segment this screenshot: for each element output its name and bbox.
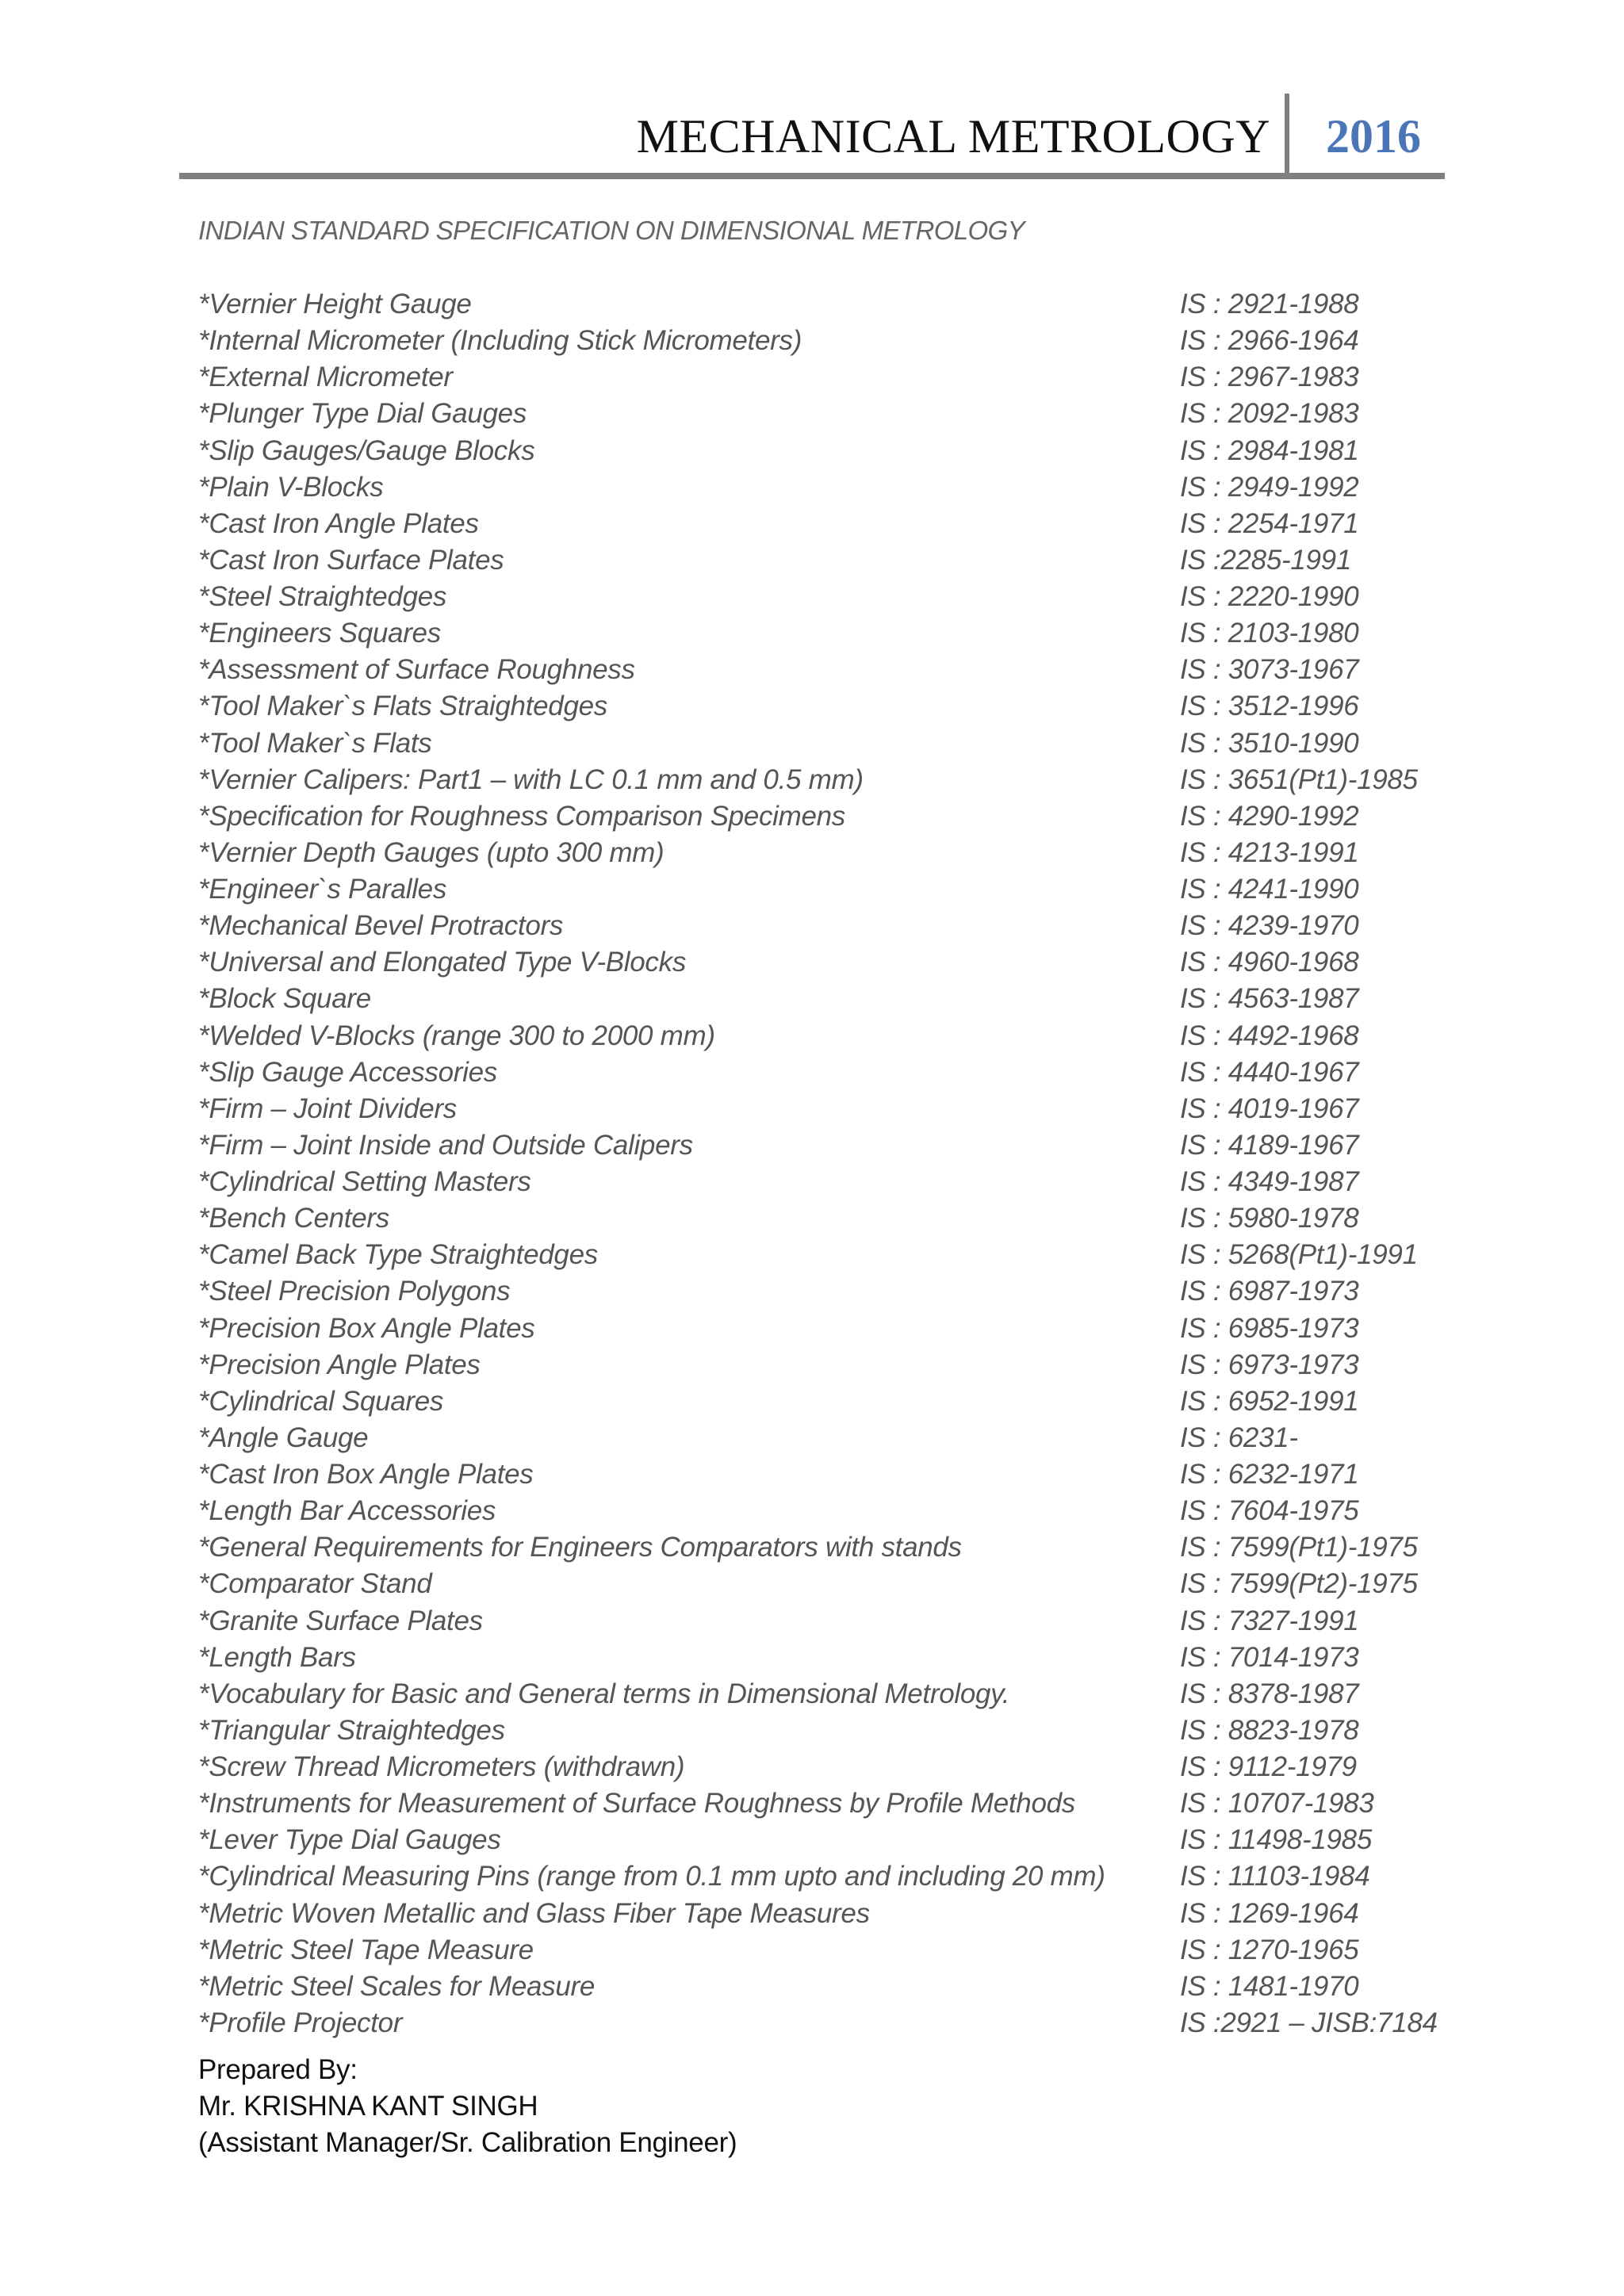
spec-name: *Steel Straightedges [198, 581, 447, 612]
spec-row [198, 910, 1435, 947]
spec-row [198, 325, 1435, 362]
spec-name: *Camel Back Type Straightedges [198, 1239, 598, 1271]
header-rule [179, 173, 1445, 179]
spec-name: *Metric Steel Scales for Measure [198, 1970, 596, 2002]
spec-code: IS : 3073-1967 [1180, 654, 1359, 686]
prepared-by-block [198, 2052, 737, 2161]
spec-name: *Cast Iron Box Angle Plates [198, 1459, 534, 1490]
spec-row [198, 435, 1435, 472]
spec-code: IS : 4492-1968 [1180, 1020, 1359, 1051]
spec-name: *Length Bars [198, 1641, 356, 1673]
spec-name: *Cylindrical Setting Masters [198, 1166, 531, 1197]
spec-row [198, 545, 1435, 581]
page-header [179, 94, 1445, 178]
specification-list [198, 289, 1438, 2044]
spec-row [198, 1057, 1435, 1093]
spec-row [198, 1642, 1435, 1678]
spec-code: IS : 2966-1964 [1180, 325, 1359, 357]
header-title: MECHANICAL METROLOGY [636, 110, 1270, 163]
spec-row [198, 1495, 1435, 1532]
preparer-name: Mr. KRISHNA KANT SINGH [198, 2091, 538, 2122]
spec-code: IS : 5268(Pt1)-1991 [1180, 1239, 1418, 1271]
spec-row [198, 1313, 1435, 1349]
spec-code: IS : 10707-1983 [1180, 1788, 1374, 1820]
spec-name: *Lever Type Dial Gauges [198, 1824, 501, 1856]
spec-row [198, 1459, 1435, 1495]
spec-code: IS : 2103-1980 [1180, 618, 1359, 649]
spec-name: *Engineer`s Paralles [198, 874, 447, 905]
spec-code: IS : 4349-1987 [1180, 1166, 1359, 1197]
spec-row [198, 1934, 1435, 1971]
spec-code: IS : 2921-1988 [1180, 289, 1359, 320]
spec-row [198, 947, 1435, 983]
spec-name: *Tool Maker`s Flats Straightedges [198, 691, 607, 722]
spec-name: *Internal Micrometer (Including Stick Micrometers) [198, 325, 802, 357]
spec-name: *Granite Surface Plates [198, 1605, 483, 1636]
spec-row [198, 1971, 1435, 2007]
spec-code: IS : 11103-1984 [1180, 1861, 1370, 1892]
spec-code: IS : 4019-1967 [1180, 1093, 1359, 1124]
spec-code: IS : 5980-1978 [1180, 1203, 1359, 1234]
spec-code: IS : 7599(Pt1)-1975 [1180, 1532, 1418, 1563]
preparer-designation: (Assistant Manager/Sr. Calibration Engineer) [198, 2127, 737, 2158]
spec-row [198, 362, 1435, 398]
spec-code: IS : 6231- [1180, 1422, 1298, 1453]
spec-row [198, 1203, 1435, 1239]
spec-name: *External Micrometer [198, 362, 453, 393]
spec-code: IS : 1269-1964 [1180, 1897, 1359, 1929]
spec-name: *Block Square [198, 983, 371, 1015]
spec-row [198, 581, 1435, 618]
spec-row [198, 508, 1435, 545]
header-divider [1285, 94, 1289, 178]
spec-name: *Tool Maker`s Flats [198, 727, 432, 759]
spec-code: IS : 8378-1987 [1180, 1678, 1359, 1709]
spec-code: IS : 3510-1990 [1180, 727, 1359, 759]
spec-row [198, 1568, 1435, 1605]
spec-name: *Slip Gauge Accessories [198, 1056, 497, 1088]
spec-name: *Plain V-Blocks [198, 471, 384, 503]
spec-code: IS : 7014-1973 [1180, 1641, 1359, 1673]
spec-code: IS : 3512-1996 [1180, 691, 1359, 722]
spec-row [198, 1020, 1435, 1057]
spec-code: IS : 6985-1973 [1180, 1312, 1359, 1344]
spec-code: IS : 4960-1968 [1180, 947, 1359, 978]
spec-name: *Triangular Straightedges [198, 1714, 505, 1746]
spec-row [198, 1898, 1435, 1934]
spec-code: IS : 4290-1992 [1180, 800, 1359, 832]
spec-name: *Universal and Elongated Type V-Blocks [198, 947, 687, 978]
spec-name: *Length Bar Accessories [198, 1495, 496, 1527]
spec-name: *Engineers Squares [198, 618, 441, 649]
spec-row [198, 654, 1435, 691]
spec-name: *Instruments for Measurement of Surface Roughness by Profile Methods [198, 1788, 1075, 1820]
spec-row [198, 1715, 1435, 1751]
spec-code: IS : 2092-1983 [1180, 398, 1359, 430]
spec-name: *Metric Steel Tape Measure [198, 1934, 534, 1965]
spec-row [198, 289, 1435, 325]
spec-code: IS : 6987-1973 [1180, 1276, 1359, 1307]
spec-code: IS :2285-1991 [1180, 544, 1351, 576]
spec-code: IS : 6232-1971 [1180, 1459, 1359, 1490]
spec-name: *Profile Projector [198, 2007, 403, 2038]
spec-row [198, 801, 1435, 837]
spec-row [198, 1788, 1435, 1824]
spec-name: *Welded V-Blocks (range 300 to 2000 mm) [198, 1020, 715, 1051]
spec-row [198, 764, 1435, 801]
prepared-by-label: Prepared By: [198, 2054, 358, 2085]
spec-code: IS : 1270-1965 [1180, 1934, 1359, 1965]
spec-code: IS : 9112-1979 [1180, 1751, 1357, 1782]
spec-row [198, 983, 1435, 1020]
spec-name: *Vernier Height Gauge [198, 289, 472, 320]
spec-name: *Metric Woven Metallic and Glass Fiber Tape Measures [198, 1897, 870, 1929]
spec-name: *Cylindrical Squares [198, 1385, 444, 1417]
spec-name: *Precision Box Angle Plates [198, 1312, 535, 1344]
spec-code: IS : 2220-1990 [1180, 581, 1359, 612]
spec-name: *Cast Iron Angle Plates [198, 507, 479, 539]
spec-code: IS : 4440-1967 [1180, 1056, 1359, 1088]
spec-code: IS : 7599(Pt2)-1975 [1180, 1568, 1418, 1600]
spec-row [198, 1130, 1435, 1166]
spec-name: *Steel Precision Polygons [198, 1276, 511, 1307]
spec-row [198, 874, 1435, 910]
header-year: 2016 [1326, 110, 1421, 163]
spec-name: *Screw Thread Micrometers (withdrawn) [198, 1751, 685, 1782]
spec-row [198, 1532, 1435, 1568]
spec-name: *Comparator Stand [198, 1568, 432, 1600]
spec-code: IS : 4189-1967 [1180, 1129, 1359, 1161]
spec-code: IS : 2949-1992 [1180, 471, 1359, 503]
spec-name: *Assessment of Surface Roughness [198, 654, 635, 686]
spec-name: *Mechanical Bevel Protractors [198, 910, 564, 942]
spec-code: IS : 7604-1975 [1180, 1495, 1359, 1527]
spec-name: *Vernier Depth Gauges (upto 300 mm) [198, 836, 665, 868]
spec-row [198, 2007, 1438, 2044]
spec-code: IS : 6973-1973 [1180, 1349, 1359, 1380]
spec-code: IS : 6952-1991 [1180, 1385, 1359, 1417]
spec-row [198, 1824, 1435, 1861]
spec-row [198, 398, 1435, 434]
spec-row [198, 1386, 1435, 1422]
document-heading: INDIAN STANDARD SPECIFICATION ON DIMENSIONAL METROLOGY [198, 216, 1025, 245]
spec-name: *Cast Iron Surface Plates [198, 544, 504, 576]
spec-code: IS : 2254-1971 [1180, 507, 1359, 539]
spec-code: IS :2921 – JISB:7184 [1180, 2007, 1438, 2038]
spec-code: IS : 4241-1990 [1180, 874, 1359, 905]
spec-row [198, 1678, 1435, 1715]
spec-name: *General Requirements for Engineers Comparators with stands [198, 1532, 962, 1563]
spec-code: IS : 11498-1985 [1180, 1824, 1372, 1856]
spec-code: IS : 4563-1987 [1180, 983, 1359, 1015]
spec-name: *Plunger Type Dial Gauges [198, 398, 527, 430]
spec-name: *Firm – Joint Inside and Outside Calipers [198, 1129, 693, 1161]
spec-name: *Angle Gauge [198, 1422, 369, 1453]
spec-row [198, 691, 1435, 727]
spec-name: *Cylindrical Measuring Pins (range from 0.1 mm upto and including 20 mm) [198, 1861, 1105, 1892]
spec-code: IS : 4239-1970 [1180, 910, 1359, 942]
spec-code: IS : 7327-1991 [1180, 1605, 1359, 1636]
spec-name: *Bench Centers [198, 1203, 389, 1234]
spec-row [198, 1605, 1435, 1642]
spec-name: *Vocabulary for Basic and General terms in Dimensional Metrology. [198, 1678, 1010, 1709]
spec-row [198, 1239, 1435, 1276]
spec-row [198, 1861, 1435, 1897]
spec-row [198, 1349, 1435, 1386]
spec-code: IS : 2967-1983 [1180, 362, 1359, 393]
spec-row [198, 1422, 1435, 1459]
spec-row [198, 1093, 1435, 1130]
spec-code: IS : 2984-1981 [1180, 434, 1359, 466]
spec-name: *Specification for Roughness Comparison Specimens [198, 800, 846, 832]
spec-row [198, 618, 1435, 654]
spec-row [198, 1751, 1435, 1788]
spec-code: IS : 8823-1978 [1180, 1714, 1359, 1746]
spec-name: *Precision Angle Plates [198, 1349, 481, 1380]
spec-row [198, 1166, 1435, 1203]
spec-row [198, 1276, 1435, 1312]
spec-name: *Vernier Calipers: Part1 – with LC 0.1 mm and 0.5 mm) [198, 763, 864, 795]
spec-row [198, 472, 1435, 508]
spec-name: *Slip Gauges/Gauge Blocks [198, 434, 535, 466]
spec-row [198, 837, 1435, 874]
spec-row [198, 728, 1435, 764]
spec-code: IS : 3651(Pt1)-1985 [1180, 763, 1418, 795]
spec-name: *Firm – Joint Dividers [198, 1093, 457, 1124]
spec-code: IS : 1481-1970 [1180, 1970, 1359, 2002]
spec-code: IS : 4213-1991 [1180, 836, 1359, 868]
